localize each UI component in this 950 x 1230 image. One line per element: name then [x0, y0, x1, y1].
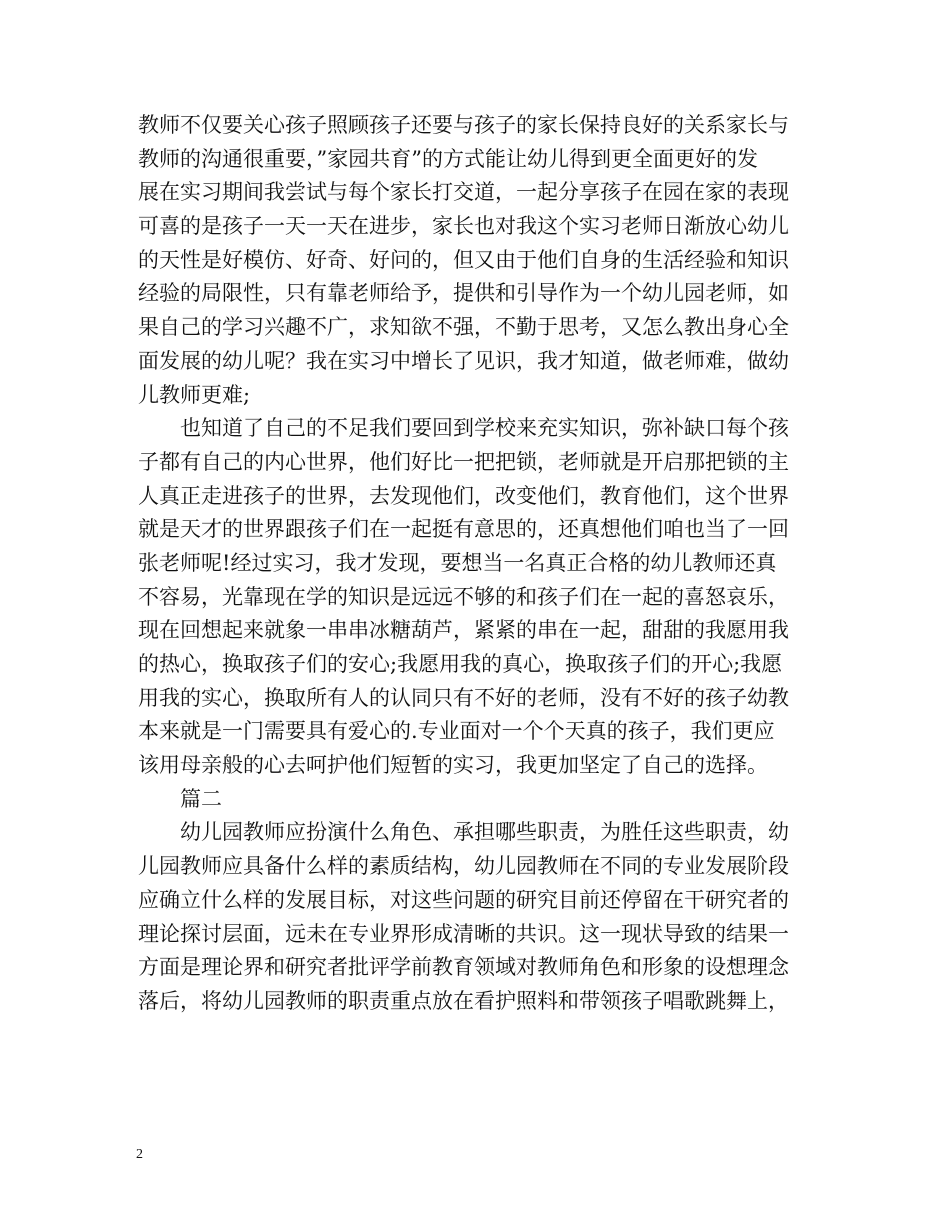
- text-line: 展在实习期间我尝试与每个家长打交道，一起分享孩子在园在家的表现: [138, 180, 789, 205]
- text-line: 面发展的幼儿呢？我在实习中增长了见识，我才知道，做老师难，做幼: [138, 348, 789, 373]
- text-line: 就是天才的世界跟孩子们在一起挺有意思的，还真想他们咱也当了一回: [138, 517, 789, 542]
- page-number: 2: [136, 1147, 143, 1162]
- text-line: 儿园教师应具备什么样的素质结构，幼儿园教师在不同的专业发展阶段: [138, 854, 789, 879]
- text-line: 可喜的是孩子一天一天在进步，家长也对我这个实习老师日渐放心幼儿: [138, 214, 789, 239]
- text-line: 幼儿园教师应扮演什么角色、承担哪些职责，为胜任这些职责，幼: [138, 820, 789, 845]
- text-line: 人真正走进孩子的世界，去发现他们，改变他们，教育他们，这个世界: [138, 483, 789, 508]
- section-heading: 篇二: [138, 786, 222, 811]
- text-line: 理论探讨层面，远未在专业界形成清晰的共识。这一现状导致的结果一: [138, 921, 789, 946]
- text-line: 子都有自己的内心世界，他们好比一把把锁，老师就是开启那把锁的主: [138, 449, 789, 474]
- text-line: 经验的局限性，只有靠老师给予，提供和引导作为一个幼儿园老师，如: [138, 281, 789, 306]
- text-line: 张老师呢!经过实习，我才发现，要想当一名真正合格的幼儿教师还真: [138, 550, 777, 575]
- text-line: 也知道了自己的不足我们要回到学校来充实知识，弥补缺口每个孩: [138, 416, 789, 441]
- body-text: [138, 109, 818, 1019]
- text-line: 现在回想起来就象一串串冰糖葫芦，紧紧的串在一起，甜甜的我愿用我: [138, 618, 789, 643]
- text-line: 不容易，光靠现在学的知识是远远不够的和孩子们在一起的喜怒哀乐，: [138, 584, 789, 609]
- text-line: 教师不仅要关心孩子照顾孩子还要与孩子的家长保持良好的关系家长与: [138, 113, 789, 137]
- text-line: 果自己的学习兴趣不广，求知欲不强，不勤于思考，又怎么教出身心全: [138, 315, 789, 340]
- text-line: 本来就是一门需要具有爱心的.专业面对一个个天真的孩子，我们更应: [138, 719, 775, 744]
- text-line: 方面是理论界和研究者批评学前教育领域对教师角色和形象的设想理念: [138, 955, 789, 980]
- text-line: 用我的实心，换取所有人的认同只有不好的老师，没有不好的孩子幼教: [138, 685, 789, 710]
- text-line: 的热心，换取孩子们的安心;我愿用我的真心，换取孩子们的开心;我愿: [138, 652, 783, 676]
- text-line: 该用母亲般的心去呵护他们短暂的实习，我更加坚定了自己的选择。: [138, 753, 768, 778]
- text-line: 的天性是好模仿、好奇、好问的，但又由于他们自身的生活经验和知识: [138, 247, 789, 272]
- text-line: 落后，将幼儿园教师的职责重点放在看护照料和带领孩子唱歌跳舞上，: [138, 988, 789, 1013]
- text-line: 应确立什么样的发展目标，对这些问题的研究目前还停留在干研究者的: [138, 887, 789, 912]
- text-line: 教师的沟通很重要，”家园共育”的方式能让幼儿得到更全面更好的发: [138, 146, 758, 171]
- text-line: 儿教师更难;: [138, 382, 251, 407]
